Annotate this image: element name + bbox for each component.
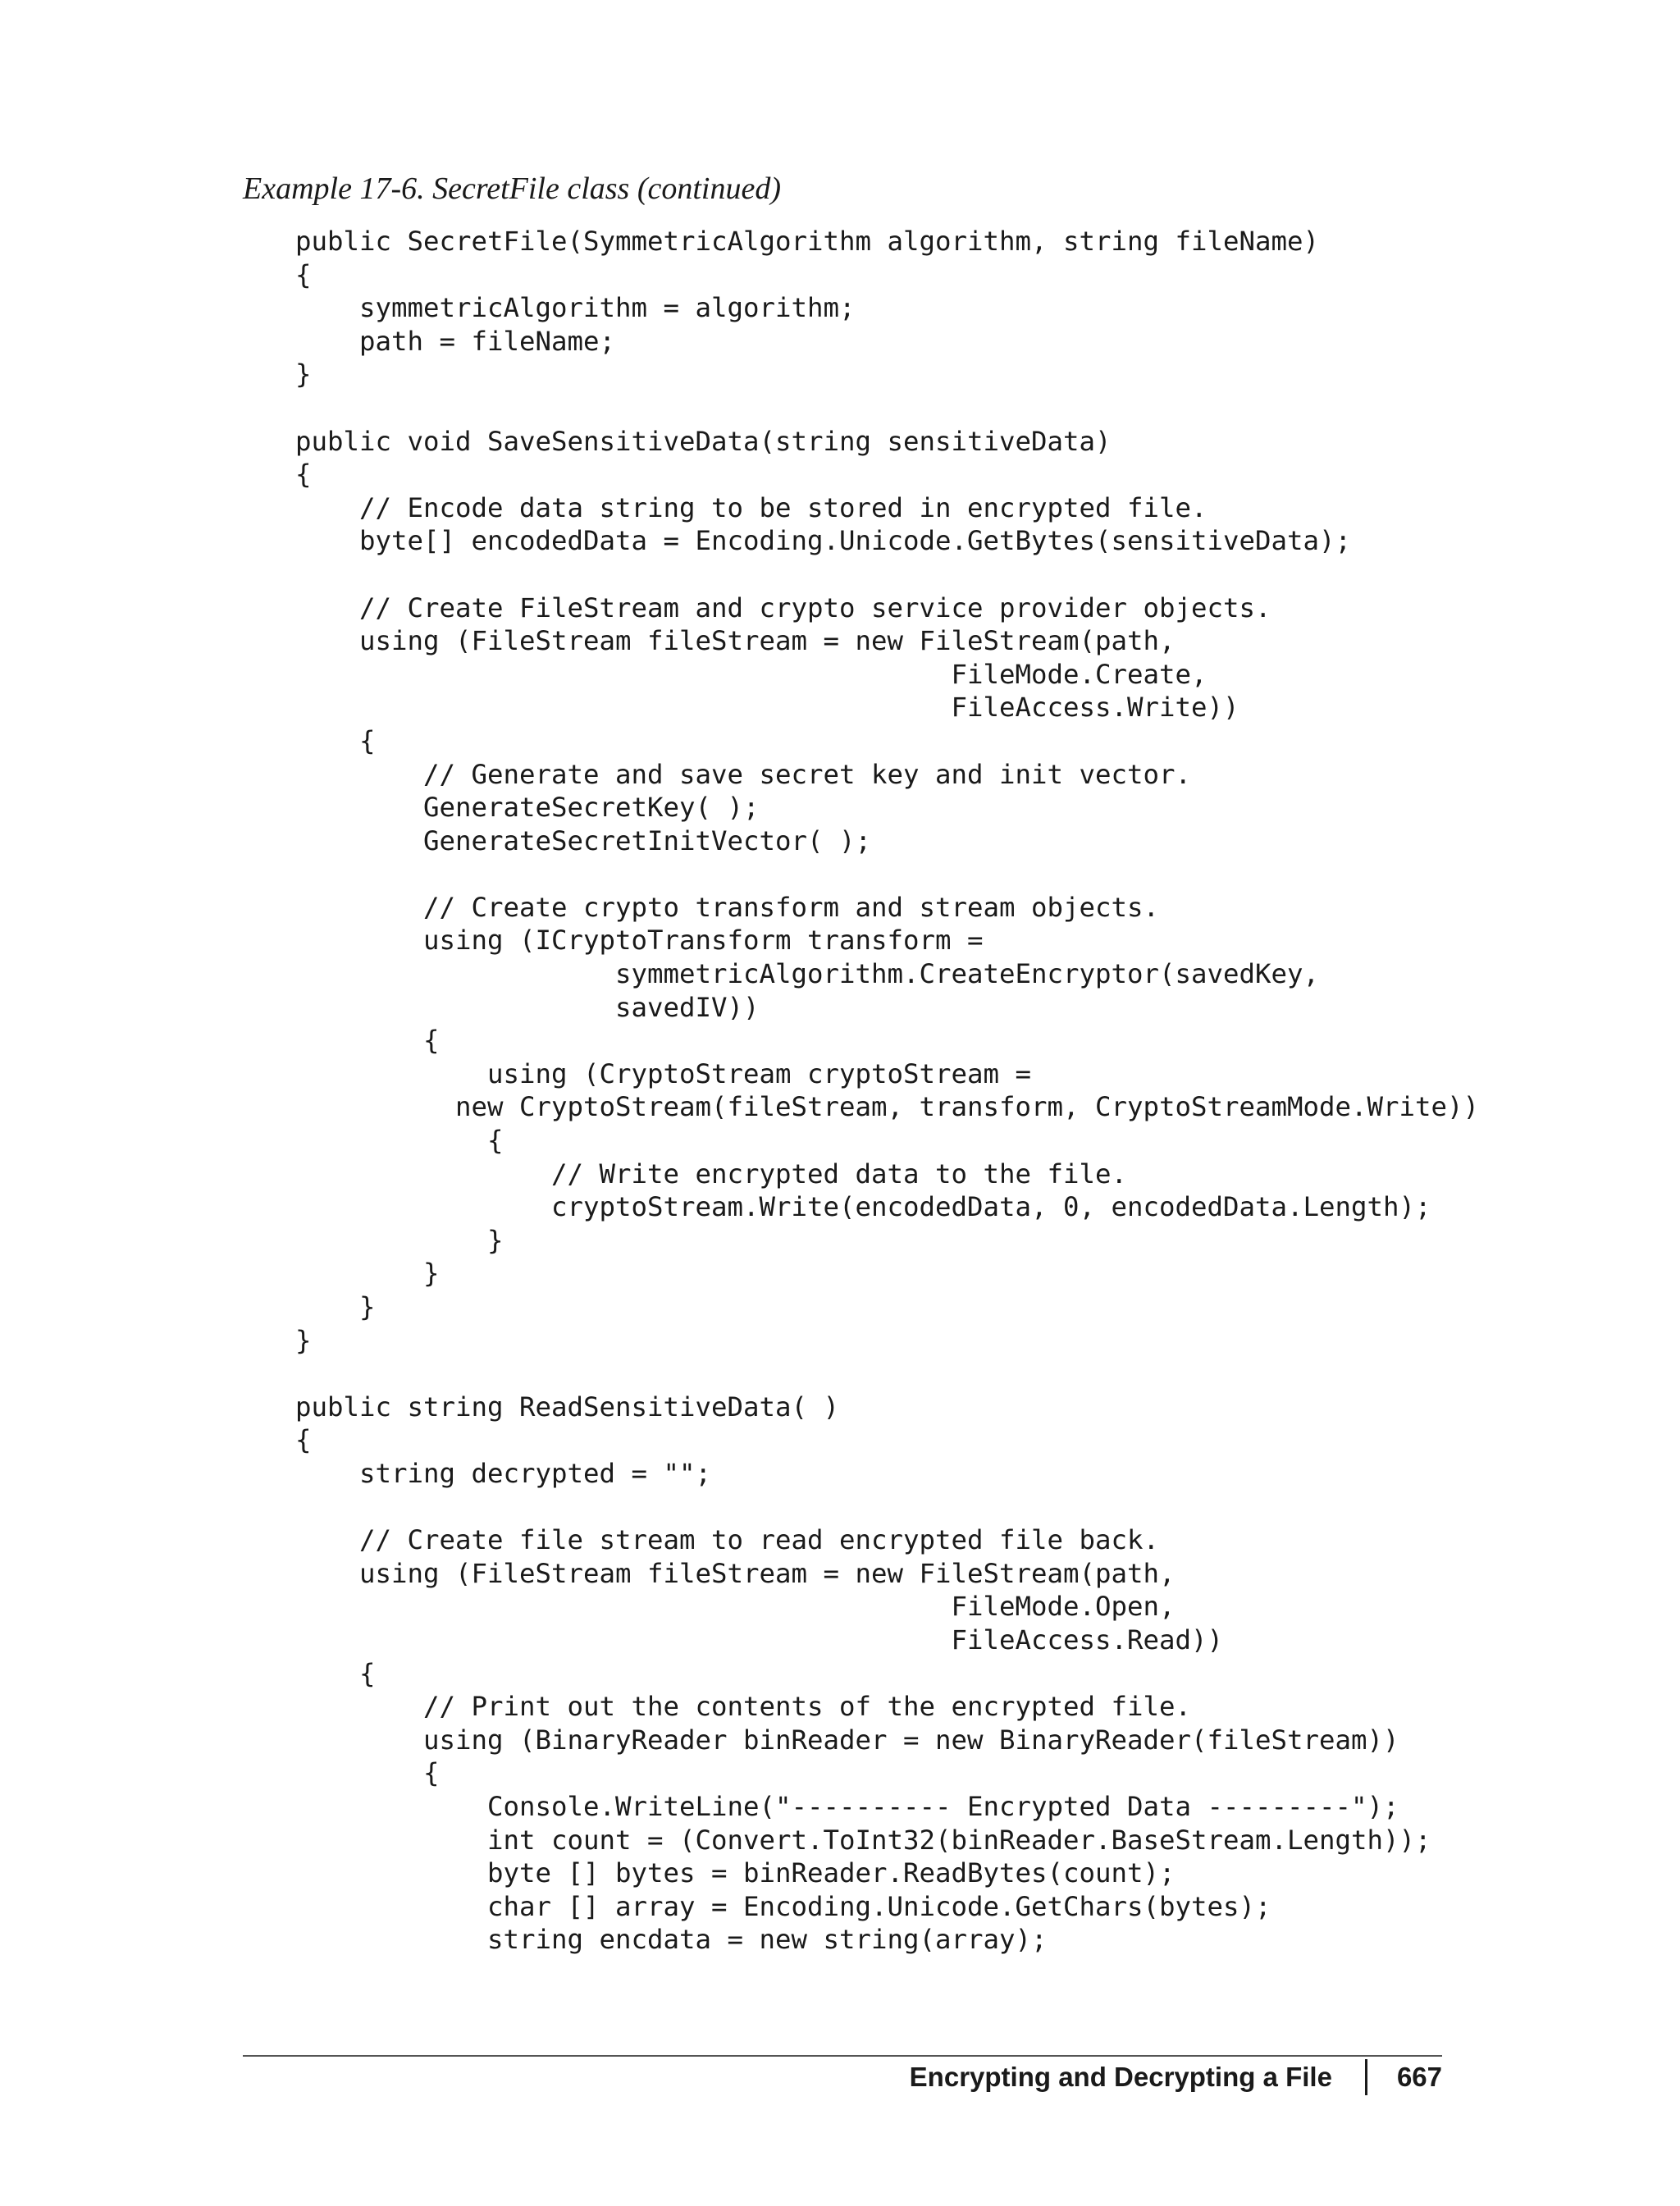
code-line: // Write encrypted data to the file. — [295, 1158, 1128, 1190]
code-line: using (FileStream fileStream = new FileStream(path, — [295, 1557, 1176, 1589]
running-section-title: Encrypting and Decrypting a File — [909, 2062, 1332, 2092]
code-line: using (FileStream fileStream = new FileStream(path, — [295, 625, 1176, 657]
code-line: // Create FileStream and crypto service provider objects. — [295, 591, 1271, 623]
code-line: GenerateSecretKey( ); — [295, 792, 760, 824]
code-line: new CryptoStream(fileStream, transform, CryptoStreamMode.Write)) — [295, 1091, 1480, 1123]
code-line: Console.WriteLine("---------- Encrypted Data ---------"); — [295, 1790, 1399, 1822]
code-line — [295, 857, 1479, 891]
code-line: byte [] bytes = binReader.ReadBytes(count); — [295, 1857, 1176, 1889]
code-line: { — [295, 1657, 376, 1689]
code-line: } — [295, 1324, 312, 1356]
code-line: } — [295, 1258, 440, 1290]
code-line — [295, 558, 1479, 591]
code-line: GenerateSecretInitVector( ); — [295, 824, 872, 856]
code-line: public string ReadSensitiveData( ) — [295, 1391, 840, 1423]
code-line: { — [295, 1025, 440, 1057]
code-line: FileMode.Create, — [295, 658, 1208, 690]
code-line: // Create crypto transform and stream objects. — [295, 891, 1160, 923]
code-line: FileAccess.Read)) — [295, 1624, 1224, 1656]
code-line: { — [295, 258, 312, 290]
code-line: // Print out the contents of the encrypted file. — [295, 1691, 1192, 1723]
code-line: { — [295, 1125, 504, 1157]
code-line: { — [295, 724, 376, 756]
code-line: using (CryptoStream cryptoStream = — [295, 1057, 1032, 1089]
code-line: public void SaveSensitiveData(string sensitiveData) — [295, 425, 1112, 457]
code-line: { — [295, 1757, 440, 1789]
code-listing — [295, 225, 1479, 1957]
code-line: // Generate and save secret key and init vector. — [295, 758, 1192, 790]
code-line: { — [295, 459, 312, 491]
code-line — [295, 391, 1479, 425]
code-line — [295, 1491, 1479, 1524]
code-line: int count = (Convert.ToInt32(binReader.BaseStream.Length)); — [295, 1824, 1431, 1856]
code-line: FileMode.Open, — [295, 1591, 1176, 1623]
code-line: path = fileName; — [295, 325, 616, 357]
example-caption: Example 17-6. SecretFile class (continued) — [243, 171, 781, 206]
code-line: cryptoStream.Write(encodedData, 0, encodedData.Length); — [295, 1191, 1431, 1223]
code-line: } — [295, 1291, 376, 1322]
footer-separator — [1365, 2059, 1367, 2095]
page-footer — [910, 2053, 1442, 2102]
page-number: 667 — [1396, 2062, 1442, 2092]
code-line: using (BinaryReader binReader = new BinaryReader(fileStream)) — [295, 1724, 1399, 1756]
code-line: { — [295, 1424, 312, 1456]
code-line: using (ICryptoTransform transform = — [295, 925, 984, 957]
code-line: byte[] encodedData = Encoding.Unicode.GetBytes(sensitiveData); — [295, 525, 1352, 557]
code-line: string encdata = new string(array); — [295, 1924, 1048, 1956]
code-line: char [] array = Encoding.Unicode.GetChars(bytes); — [295, 1890, 1271, 1922]
code-line: } — [295, 359, 312, 391]
code-line: // Encode data string to be stored in encrypted file. — [295, 491, 1208, 523]
code-line: symmetricAlgorithm.CreateEncryptor(savedKey, — [295, 958, 1320, 990]
code-line: public SecretFile(SymmetricAlgorithm algorithm, string fileName) — [295, 226, 1320, 257]
code-line: symmetricAlgorithm = algorithm; — [295, 292, 856, 324]
code-line: FileAccess.Write)) — [295, 692, 1239, 724]
code-line: } — [295, 1224, 504, 1256]
code-line: // Create file stream to read encrypted file back. — [295, 1524, 1160, 1556]
code-line: string decrypted = ""; — [295, 1457, 712, 1489]
code-line — [295, 1357, 1479, 1391]
code-line: savedIV)) — [295, 991, 760, 1023]
